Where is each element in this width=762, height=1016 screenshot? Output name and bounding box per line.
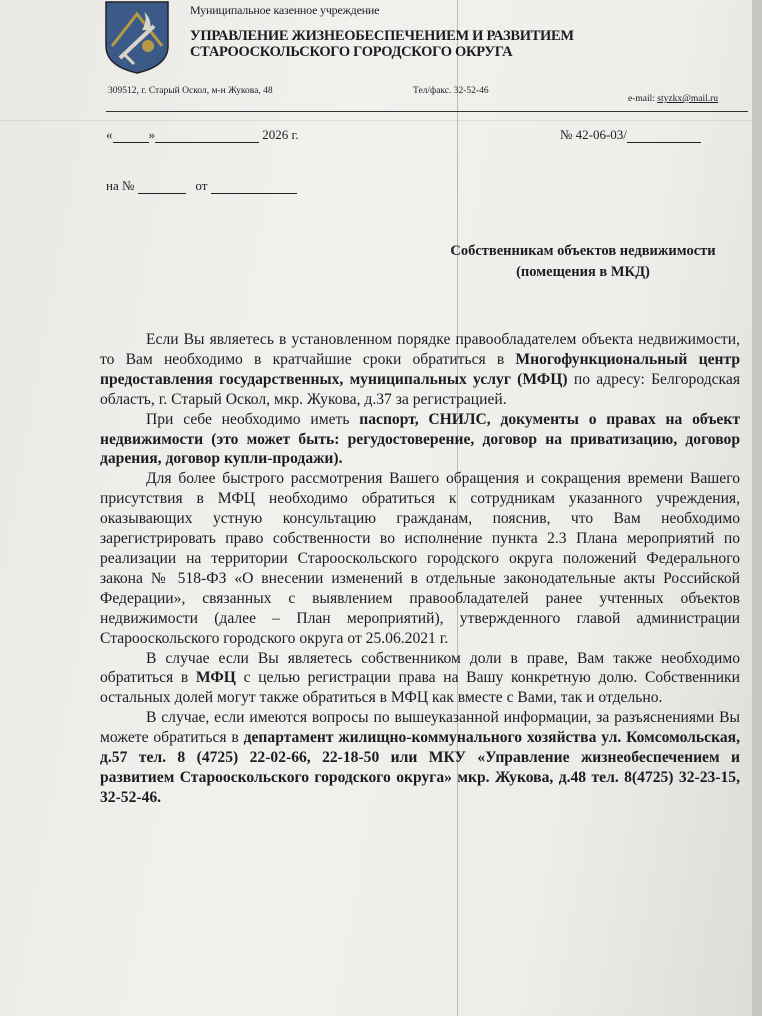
paragraph-text: В случае, если имеются вопросы по вышеуказанной информации, за разъяснениями Вы можете обратиться в: [100, 709, 740, 747]
date-day-blank: [113, 128, 149, 143]
ref-from: от: [195, 178, 208, 193]
org-name: [190, 28, 610, 60]
number-blank: [627, 128, 701, 143]
paragraph-bold-text: паспорт, СНИЛС, документы о правах на объект недвижимости (это может быть: регудостоверение, договор на приватизацию, договор дарения, договор купли-продажи).: [100, 410, 740, 468]
paragraph-text: В случае если Вы являетесь собственником доли в праве, Вам также необходимо обратиться в: [100, 649, 740, 687]
date-quote: «: [106, 127, 113, 142]
paragraph: [100, 649, 740, 709]
letter-date: [106, 127, 299, 143]
paragraph-text: с целью регистрации права на Вашу конкретную долю. Собственники остальных долей могут также обратиться в МФЦ как вместе с Вами, так и отдельно.: [100, 669, 740, 707]
paper-fold: [0, 120, 752, 121]
addressee-line: Собственникам объектов недвижимости: [450, 243, 716, 259]
letter-number: [560, 127, 701, 143]
paragraph-text: При себе необходимо иметь: [146, 410, 360, 428]
org-phone: Тел/факс. 32-52-46: [413, 86, 489, 96]
org-email: [628, 94, 718, 104]
letter-body: [100, 330, 740, 808]
addressee: [418, 241, 748, 283]
ref-number-blank: [138, 179, 186, 194]
org-name-line: СТАРООСКОЛЬСКОГО ГОРОДСКОГО ОКРУГА: [190, 44, 513, 60]
paragraph-bold-text: МФЦ: [195, 669, 236, 687]
paragraph-text: Для более быстрого рассмотрения Вашего обращения и сокращения времени Вашего присутствия в МФЦ необходимо обратиться к сотрудникам указанного учреждения, оказывающих устную консультацию гражданам, пояснив, что Вам необходимо зарегистрировать право собственности во исполнение пункта 2.3 Плана мероприятий по реализации на территории Старооскольского городского округа положений Федерального закона № 518-ФЗ «О внесении изменений в отдельные законодательные акты Российской Федерации», связанных с выявлением правообладателей ранее учтенных объектов недвижимости (далее – План мероприятий), утвержденного главой администрации Старооскольского городского округа от 25.06.2021 г.: [100, 470, 740, 647]
paragraph: [100, 410, 740, 470]
paragraph-text: Если Вы являетесь в установленном порядке правообладателем объекта недвижимости, то Вам необходимо в кратчайшие сроки обратиться в: [100, 331, 740, 368]
ref-date-blank: [211, 179, 297, 194]
reference-line: [106, 178, 297, 194]
org-address: 309512, г. Старый Оскол, м-н Жукова, 48: [108, 86, 273, 96]
letter-number-label: № 42-06-03/: [560, 127, 627, 142]
paragraph-bold-text: департамент жилищно-коммунального хозяйства ул. Комсомольская, д.57 тел. 8 (4725) 22-02-66, 22-18-50 или МКУ «Управление жизнеобеспечением и развитием Старооскольского городского округа» мкр. Жукова, д.48 тел. 8(4725) 32-23-15, 32-52-46.: [100, 729, 740, 806]
paragraph: [100, 469, 740, 648]
paragraph-text: по адресу: Белгородская область, г. Старый Оскол, мкр. Жукова, д.37 за регистрацией.: [100, 370, 740, 408]
org-name-line: УПРАВЛЕНИЕ ЖИЗНЕОБЕСПЕЧЕНИЕМ И РАЗВИТИЕМ: [190, 28, 574, 44]
addressee-line: (помещения в МКД): [516, 264, 650, 280]
org-type: Муниципальное казенное учреждение: [190, 3, 380, 17]
date-year: 2026 г.: [262, 127, 299, 142]
date-month-blank: [155, 128, 259, 143]
city-coat-of-arms-icon: [104, 0, 170, 74]
ref-prefix: на №: [106, 178, 135, 193]
paragraph: [100, 708, 740, 808]
email-link[interactable]: styzkx@mail.ru: [657, 94, 719, 104]
date-quote: »: [148, 127, 155, 142]
paragraph: [100, 330, 740, 410]
email-prefix: e-mail:: [628, 94, 658, 104]
paragraph-bold-text: Многофункциональный центр предоставления государственных, муниципальных услуг (МФЦ): [100, 350, 740, 388]
header-divider: [106, 111, 748, 112]
